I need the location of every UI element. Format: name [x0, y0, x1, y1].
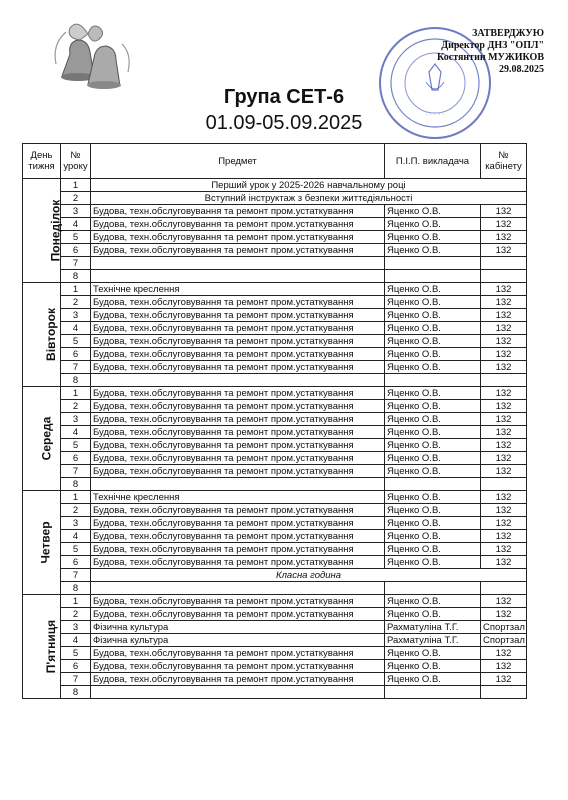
lesson-room: 132	[481, 608, 527, 621]
lesson-subject: Будова, техн.обслуговування та ремонт пром.устаткування	[91, 309, 385, 322]
lesson-subject	[91, 374, 385, 387]
lesson-teacher: Яценко О.В.	[385, 361, 481, 374]
lesson-number: 7	[61, 673, 91, 686]
lesson-teacher: Яценко О.В.	[385, 491, 481, 504]
lesson-teacher: Рахматуліна Т.Г.	[385, 621, 481, 634]
lesson-subject: Будова, техн.обслуговування та ремонт пром.устаткування	[91, 296, 385, 309]
lesson-number: 4	[61, 218, 91, 231]
lesson-number: 2	[61, 400, 91, 413]
lesson-subject: Будова, техн.обслуговування та ремонт пром.устаткування	[91, 504, 385, 517]
week-dates: 01.09-05.09.2025	[205, 112, 363, 134]
lesson-room: 132	[481, 491, 527, 504]
approval-name: Костянтин МУЖИКОВ	[437, 52, 544, 63]
schedule-table	[22, 143, 527, 699]
lesson-number: 2	[61, 192, 91, 205]
lesson-number: 7	[61, 569, 91, 582]
lesson-subject: Будова, техн.обслуговування та ремонт пром.устаткування	[91, 348, 385, 361]
table-row	[23, 400, 527, 413]
lesson-number: 6	[61, 660, 91, 673]
lesson-number: 4	[61, 634, 91, 647]
table-row	[23, 517, 527, 530]
lesson-teacher: Яценко О.В.	[385, 504, 481, 517]
header-lesson-no: № уроку	[61, 144, 91, 179]
lesson-teacher: Яценко О.В.	[385, 322, 481, 335]
table-row	[23, 660, 527, 673]
lesson-teacher	[385, 257, 481, 270]
lesson-room: 132	[481, 543, 527, 556]
lesson-teacher: Яценко О.В.	[385, 283, 481, 296]
table-row	[23, 387, 527, 400]
lesson-room	[481, 257, 527, 270]
lesson-number: 1	[61, 595, 91, 608]
lesson-teacher	[385, 270, 481, 283]
lesson-number: 3	[61, 309, 91, 322]
lesson-room: 132	[481, 595, 527, 608]
table-row	[23, 465, 527, 478]
table-row	[23, 621, 527, 634]
lesson-number: 2	[61, 296, 91, 309]
day-name: Понеділок	[48, 199, 63, 261]
lesson-subject: Будова, техн.обслуговування та ремонт пром.устаткування	[91, 647, 385, 660]
lesson-subject	[91, 257, 385, 270]
lesson-number: 6	[61, 348, 91, 361]
table-row	[23, 192, 527, 205]
lesson-room: 132	[481, 322, 527, 335]
header-room: № кабінету	[481, 144, 527, 179]
lesson-teacher: Яценко О.В.	[385, 426, 481, 439]
lesson-teacher	[385, 686, 481, 699]
lesson-number: 8	[61, 478, 91, 491]
lesson-teacher: Яценко О.В.	[385, 231, 481, 244]
table-row	[23, 543, 527, 556]
lesson-teacher	[385, 478, 481, 491]
table-row	[23, 205, 527, 218]
table-row	[23, 504, 527, 517]
table-row	[23, 478, 527, 491]
lesson-subject: Будова, техн.обслуговування та ремонт пром.устаткування	[91, 361, 385, 374]
lesson-subject: Будова, техн.обслуговування та ремонт пром.устаткування	[91, 660, 385, 673]
table-row	[23, 530, 527, 543]
table-row	[23, 608, 527, 621]
lesson-room: 132	[481, 218, 527, 231]
lesson-teacher: Яценко О.В.	[385, 608, 481, 621]
table-row	[23, 335, 527, 348]
lesson-number: 4	[61, 426, 91, 439]
lesson-subject: Будова, техн.обслуговування та ремонт пром.устаткування	[91, 387, 385, 400]
lesson-teacher: Яценко О.В.	[385, 387, 481, 400]
lesson-room: 132	[481, 647, 527, 660]
lesson-teacher: Яценко О.В.	[385, 400, 481, 413]
table-row	[23, 426, 527, 439]
day-cell	[23, 179, 61, 283]
lesson-teacher: Рахматуліна Т.Г.	[385, 634, 481, 647]
table-row	[23, 374, 527, 387]
lesson-number: 6	[61, 452, 91, 465]
lesson-number: 3	[61, 621, 91, 634]
lesson-subject: Будова, техн.обслуговування та ремонт пром.устаткування	[91, 426, 385, 439]
lesson-teacher: Яценко О.В.	[385, 543, 481, 556]
lesson-teacher: Яценко О.В.	[385, 335, 481, 348]
svg-text:· · · · ·: · · · · ·	[425, 111, 445, 118]
table-row	[23, 582, 527, 595]
table-row	[23, 686, 527, 699]
lesson-room: Спортзал	[481, 621, 527, 634]
table-row	[23, 309, 527, 322]
table-header-row	[23, 144, 527, 179]
lesson-room	[481, 478, 527, 491]
day-cell	[23, 387, 61, 491]
lesson-teacher: Яценко О.В.	[385, 595, 481, 608]
lesson-subject	[91, 582, 385, 595]
lesson-number: 5	[61, 439, 91, 452]
lesson-subject: Будова, техн.обслуговування та ремонт пром.устаткування	[91, 439, 385, 452]
day-name: Вівторок	[43, 307, 58, 361]
lesson-number: 4	[61, 322, 91, 335]
lesson-room: 132	[481, 335, 527, 348]
lesson-number: 8	[61, 686, 91, 699]
lesson-room: 132	[481, 530, 527, 543]
lesson-number: 1	[61, 179, 91, 192]
table-row	[23, 413, 527, 426]
lesson-subject: Вступний інструктаж з безпеки життєдіяльності	[91, 192, 527, 205]
table-row	[23, 647, 527, 660]
day-name: П'ятниця	[44, 619, 59, 673]
lesson-subject: Будова, техн.обслуговування та ремонт пром.устаткування	[91, 400, 385, 413]
approval-date: 29.08.2025	[499, 64, 544, 75]
lesson-number: 1	[61, 387, 91, 400]
lesson-subject: Фізична культура	[91, 634, 385, 647]
lesson-teacher: Яценко О.В.	[385, 218, 481, 231]
lesson-subject: Будова, техн.обслуговування та ремонт пром.устаткування	[91, 595, 385, 608]
lesson-subject: Будова, техн.обслуговування та ремонт пром.устаткування	[91, 205, 385, 218]
lesson-subject: Класна година	[91, 569, 527, 582]
table-row	[23, 348, 527, 361]
lesson-room: 132	[481, 673, 527, 686]
lesson-room	[481, 374, 527, 387]
day-name: Четвер	[38, 520, 53, 564]
lesson-subject	[91, 478, 385, 491]
lesson-room: 132	[481, 452, 527, 465]
lesson-teacher: Яценко О.В.	[385, 647, 481, 660]
table-row	[23, 595, 527, 608]
lesson-subject	[91, 686, 385, 699]
table-row	[23, 218, 527, 231]
header-day: День тижня	[23, 144, 61, 179]
table-row	[23, 491, 527, 504]
approval-approve: ЗАТВЕРДЖУЮ	[472, 28, 544, 39]
lesson-number: 1	[61, 283, 91, 296]
table-row	[23, 270, 527, 283]
lesson-teacher: Яценко О.В.	[385, 205, 481, 218]
lesson-room: 132	[481, 244, 527, 257]
lesson-room	[481, 270, 527, 283]
lesson-room: 132	[481, 400, 527, 413]
lesson-teacher: Яценко О.В.	[385, 244, 481, 257]
lesson-room: 132	[481, 387, 527, 400]
table-row	[23, 283, 527, 296]
table-row	[23, 569, 527, 582]
lesson-subject: Фізична культура	[91, 621, 385, 634]
lesson-teacher: Яценко О.В.	[385, 517, 481, 530]
lesson-room: Спортзал	[481, 634, 527, 647]
lesson-number: 3	[61, 517, 91, 530]
lesson-room: 132	[481, 296, 527, 309]
lesson-room: 132	[481, 517, 527, 530]
lesson-room: 132	[481, 309, 527, 322]
lesson-room: 132	[481, 556, 527, 569]
lesson-room: 132	[481, 504, 527, 517]
header-teacher: П.І.П. викладача	[385, 144, 481, 179]
lesson-number: 5	[61, 231, 91, 244]
lesson-teacher: Яценко О.В.	[385, 465, 481, 478]
lesson-teacher: Яценко О.В.	[385, 673, 481, 686]
lesson-room: 132	[481, 361, 527, 374]
lesson-room: 132	[481, 231, 527, 244]
table-row	[23, 634, 527, 647]
lesson-room: 132	[481, 283, 527, 296]
lesson-teacher	[385, 374, 481, 387]
lesson-teacher: Яценко О.В.	[385, 348, 481, 361]
table-row	[23, 673, 527, 686]
lesson-room	[481, 686, 527, 699]
day-cell	[23, 595, 61, 699]
lesson-room: 132	[481, 439, 527, 452]
table-row	[23, 439, 527, 452]
lesson-number: 8	[61, 374, 91, 387]
header-subject: Предмет	[91, 144, 385, 179]
lesson-room: 132	[481, 348, 527, 361]
lesson-subject: Перший урок у 2025-2026 навчальному році	[91, 179, 527, 192]
lesson-room: 132	[481, 465, 527, 478]
table-row	[23, 257, 527, 270]
lesson-number: 7	[61, 465, 91, 478]
lesson-subject: Технічне креслення	[91, 491, 385, 504]
lesson-number: 8	[61, 270, 91, 283]
table-row	[23, 179, 527, 192]
lesson-number: 8	[61, 582, 91, 595]
lesson-number: 7	[61, 361, 91, 374]
lesson-room: 132	[481, 426, 527, 439]
approval-block	[398, 28, 544, 76]
table-row	[23, 556, 527, 569]
lesson-teacher: Яценко О.В.	[385, 309, 481, 322]
lesson-room: 132	[481, 205, 527, 218]
table-row	[23, 361, 527, 374]
lesson-subject: Будова, техн.обслуговування та ремонт пром.устаткування	[91, 517, 385, 530]
lesson-subject: Будова, техн.обслуговування та ремонт пром.устаткування	[91, 556, 385, 569]
lesson-number: 2	[61, 608, 91, 621]
table-row	[23, 452, 527, 465]
lesson-subject: Будова, техн.обслуговування та ремонт пром.устаткування	[91, 608, 385, 621]
table-row	[23, 231, 527, 244]
lesson-number: 3	[61, 205, 91, 218]
day-cell	[23, 283, 61, 387]
lesson-teacher: Яценко О.В.	[385, 413, 481, 426]
lesson-number: 6	[61, 244, 91, 257]
lesson-number: 2	[61, 504, 91, 517]
lesson-subject: Будова, техн.обслуговування та ремонт пром.устаткування	[91, 244, 385, 257]
table-row	[23, 296, 527, 309]
group-title: Група СЕТ-6	[223, 86, 345, 108]
lesson-subject: Будова, техн.обслуговування та ремонт пром.устаткування	[91, 231, 385, 244]
lesson-subject: Будова, техн.обслуговування та ремонт пром.устаткування	[91, 465, 385, 478]
lesson-number: 4	[61, 530, 91, 543]
lesson-teacher: Яценко О.В.	[385, 296, 481, 309]
schedule-body	[23, 179, 527, 699]
lesson-number: 7	[61, 257, 91, 270]
lesson-number: 5	[61, 647, 91, 660]
lesson-teacher	[385, 582, 481, 595]
lesson-number: 1	[61, 491, 91, 504]
lesson-number: 6	[61, 556, 91, 569]
lesson-room: 132	[481, 413, 527, 426]
lesson-subject: Будова, техн.обслуговування та ремонт пром.устаткування	[91, 413, 385, 426]
day-cell	[23, 491, 61, 595]
lesson-teacher: Яценко О.В.	[385, 530, 481, 543]
lesson-number: 5	[61, 335, 91, 348]
lesson-teacher: Яценко О.В.	[385, 452, 481, 465]
table-row	[23, 322, 527, 335]
lesson-subject: Будова, техн.обслуговування та ремонт пром.устаткування	[91, 673, 385, 686]
lesson-number: 3	[61, 413, 91, 426]
lesson-subject	[91, 270, 385, 283]
lesson-subject: Будова, техн.обслуговування та ремонт пром.устаткування	[91, 322, 385, 335]
lesson-number: 5	[61, 543, 91, 556]
lesson-room: 132	[481, 660, 527, 673]
lesson-teacher: Яценко О.В.	[385, 439, 481, 452]
approval-position: Директор ДНЗ "ОПЛ"	[441, 40, 544, 51]
lesson-room	[481, 582, 527, 595]
lesson-teacher: Яценко О.В.	[385, 556, 481, 569]
lesson-subject: Будова, техн.обслуговування та ремонт пром.устаткування	[91, 218, 385, 231]
lesson-subject: Будова, техн.обслуговування та ремонт пром.устаткування	[91, 543, 385, 556]
lesson-subject: Будова, техн.обслуговування та ремонт пром.устаткування	[91, 452, 385, 465]
lesson-subject: Технічне креслення	[91, 283, 385, 296]
lesson-subject: Будова, техн.обслуговування та ремонт пром.устаткування	[91, 335, 385, 348]
lesson-teacher: Яценко О.В.	[385, 660, 481, 673]
table-row	[23, 244, 527, 257]
lesson-subject: Будова, техн.обслуговування та ремонт пром.устаткування	[91, 530, 385, 543]
day-name: Середа	[39, 416, 54, 460]
